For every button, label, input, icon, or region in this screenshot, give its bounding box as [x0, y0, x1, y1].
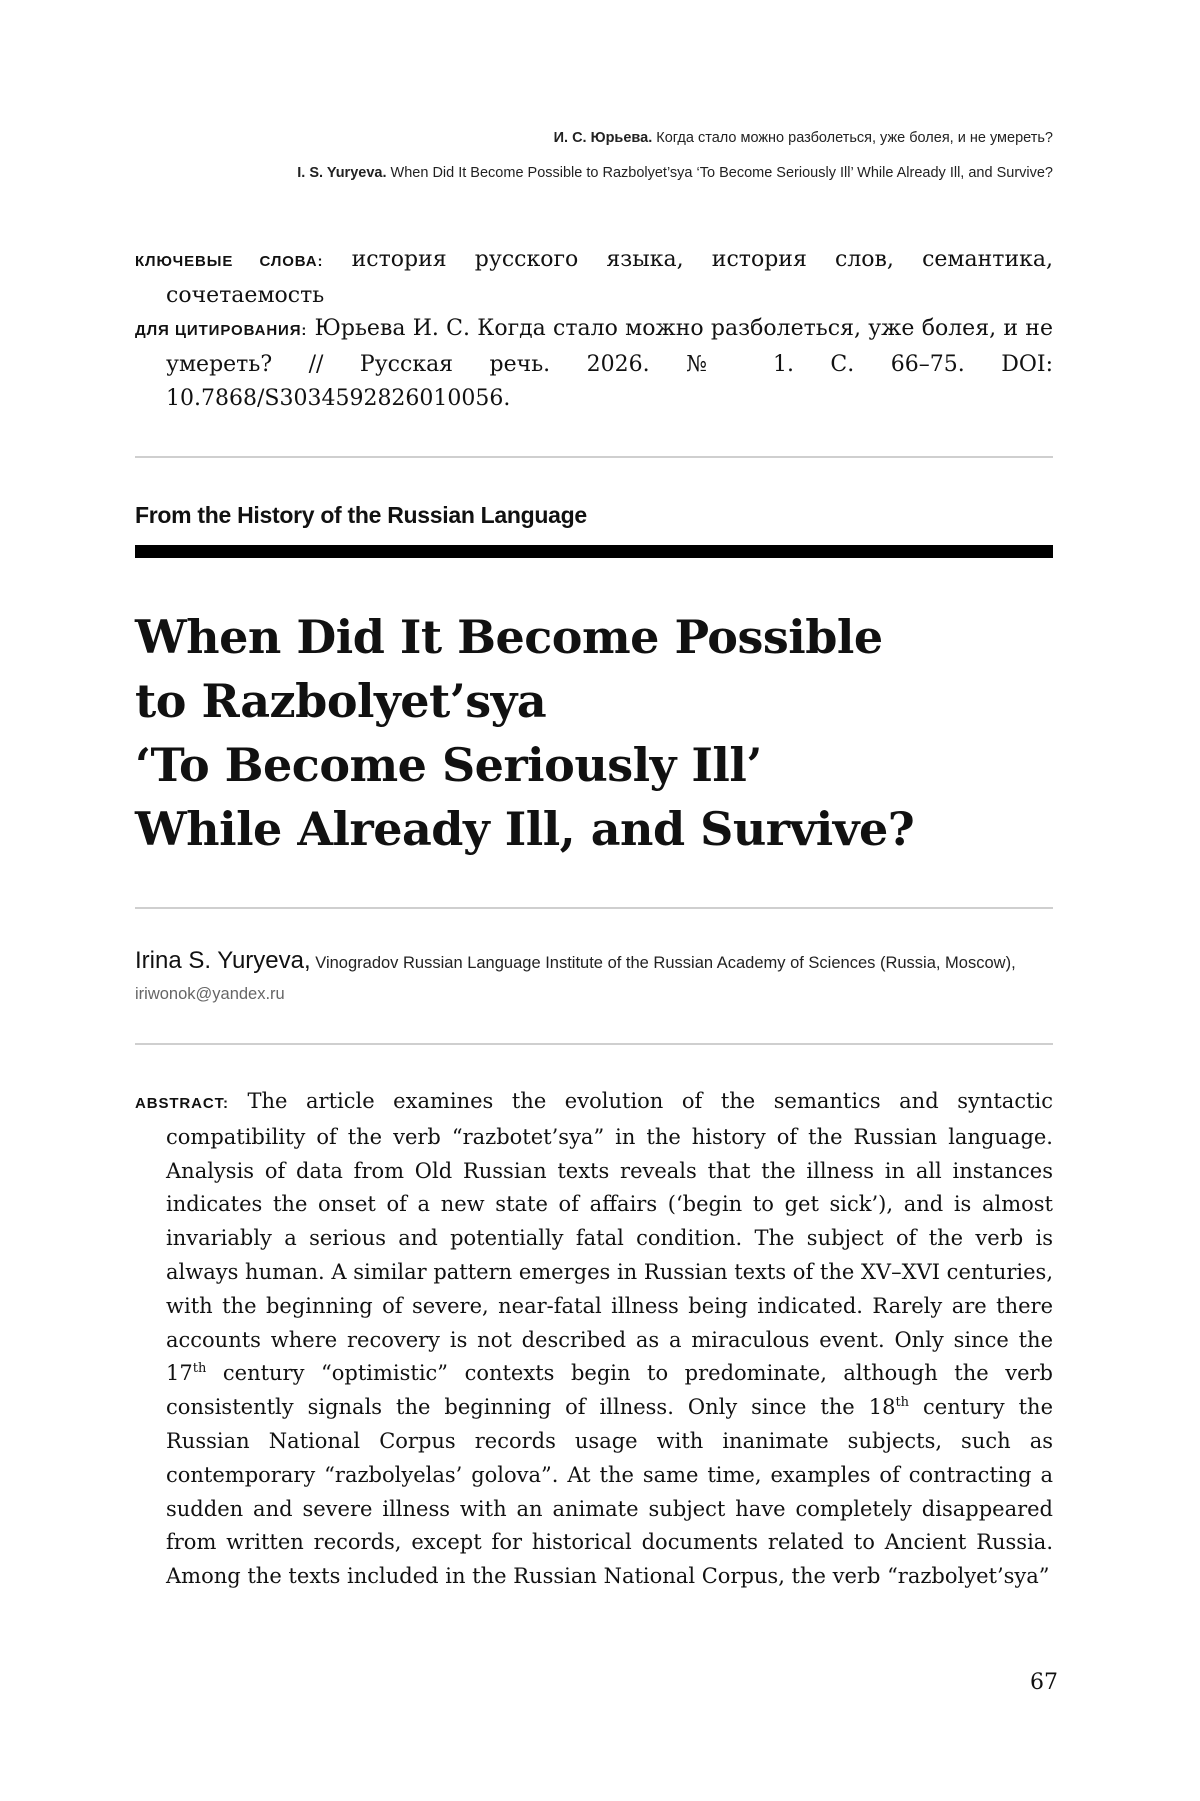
- author-affiliation: Vinogradov Russian Language Institute of the Russian Academy of Sciences (Russia, Moscow),: [315, 954, 1016, 972]
- article-title-line-2: to Razbolyet’sya: [135, 674, 547, 728]
- running-header-en: [297, 165, 1053, 181]
- keywords-label: КЛЮЧЕВЫЕ СЛОВА: [135, 253, 318, 270]
- article-title: [135, 605, 1053, 861]
- running-header-ru: [554, 130, 1053, 146]
- running-header-en-author: I. S. Yuryeva.: [297, 165, 387, 181]
- divider-top: [135, 456, 1053, 458]
- abstract-block: ABSTRACT: The article examines the evolution of the semantics and syntactic compatibility of the verb “razbotet’sya” in the history of the Russian language. Analysis of data from Old Russian texts reveals that the illness in all instances indicates the onset of a new state of affairs (‘begin to get sick’), and is almost invariably a serious and potentially fatal condition. The subject of the verb is always human. A similar pattern emerges in Russian texts of the XV–XVI centuries, with the beginning of severe, near-fatal illness being indicated. Rarely are there accounts where recovery is not described as a miraculous event. Only since the 17th century “optimistic” contexts begin to predominate, although the verb consistently signals the beginning of illness. Only since the 18th century the Russian National Corpus records usage with inanimate subjects, such as contemporary “razbolyelas’ golova”. At the same time, examples of contracting a sudden and severe illness with an animate subject have completely disappeared from written records, except for historical documents related to Ancient Russia. Among the texts included in the Russian National Corpus, the verb “razbolyet’sya”: [135, 1089, 1053, 1589]
- article-title-line-3: ‘To Become Seriously Ill’: [135, 738, 762, 792]
- running-header-ru-title: Когда стало можно разболеться, уже болея, и не умереть?: [656, 130, 1053, 146]
- article-title-line-4: While Already Ill, and Survive?: [135, 802, 915, 856]
- abstract-superscript-2: th: [895, 1395, 910, 1411]
- divider-title: [135, 907, 1053, 909]
- keywords-text: история русского языка, история слов, семантика, сочетаемость: [166, 247, 1054, 308]
- citation-block: ДЛЯ ЦИТИРОВАНИЯ: Юрьева И. С. Когда стало можно разболеться, уже болея, и не умереть? // Русская речь. 2026. № 1. С. 66–75. DOI: 10.7868/S3034592826010056.: [135, 316, 1053, 411]
- citation-label: ДЛЯ ЦИТИРОВАНИЯ: [135, 322, 302, 339]
- abstract-text-part-2: century “optimistic” contexts begin to predominate, although the verb consistently signals the beginning of illness. Only since the 18: [166, 1361, 1053, 1420]
- abstract-text-part-1: The article examines the evolution of the semantics and syntactic compatibility of the verb “razbotet’sya” in the history of the Russian language. Analysis of data from Old Russian texts reveals that the illness in all instances indicates the onset of a new state of affairs (‘begin to get sick’), and is almost invariably a serious and potentially fatal condition. The subject of the verb is always human. A similar pattern emerges in Russian texts of the XV–XVI centuries, with the beginning of severe, near-fatal illness being indicated. Rarely are there accounts where recovery is not described as a miraculous event. Only since the 17: [166, 1089, 1053, 1386]
- abstract-text-part-3: century the Russian National Corpus records usage with inanimate subjects, such as contemporary “razbolyelas’ golova”. At the same time, examples of contracting a sudden and severe illness with an animate subject have completely disappeared from written records, except for historical documents related to Ancient Russia. Among the texts included in the Russian National Corpus, the verb “razbolyet’sya”: [166, 1395, 1053, 1589]
- divider-author: [135, 1043, 1053, 1045]
- running-header-ru-author: И. С. Юрьева.: [553, 130, 653, 146]
- author-block: [135, 945, 1053, 1010]
- page-number: 67: [1030, 1670, 1058, 1695]
- section-rule: [135, 545, 1053, 558]
- running-header-en-title: When Did It Become Possible to Razbolyet’sya ‘To Become Seriously Ill’ While Already Ill, and Survive?: [390, 165, 1053, 181]
- keywords-block: КЛЮЧЕВЫЕ СЛОВА: история русского языка, история слов, семантика, сочетаемость: [135, 247, 1054, 308]
- section-title: From the History of the Russian Language: [135, 502, 587, 528]
- article-title-line-1: When Did It Become Possible: [135, 610, 883, 664]
- citation-text: Юрьева И. С. Когда стало можно разболеться, уже болея, и не умереть? // Русская речь. 2026. № 1. С. 66–75. DOI: 10.7868/S3034592826010056.: [166, 316, 1053, 411]
- abstract-superscript-1: th: [192, 1361, 207, 1377]
- abstract-label: ABSTRACT: [135, 1095, 224, 1112]
- author-email-link[interactable]: iriwonok@yandex.ru: [135, 985, 285, 1003]
- author-name: Irina S. Yuryeva,: [135, 947, 311, 974]
